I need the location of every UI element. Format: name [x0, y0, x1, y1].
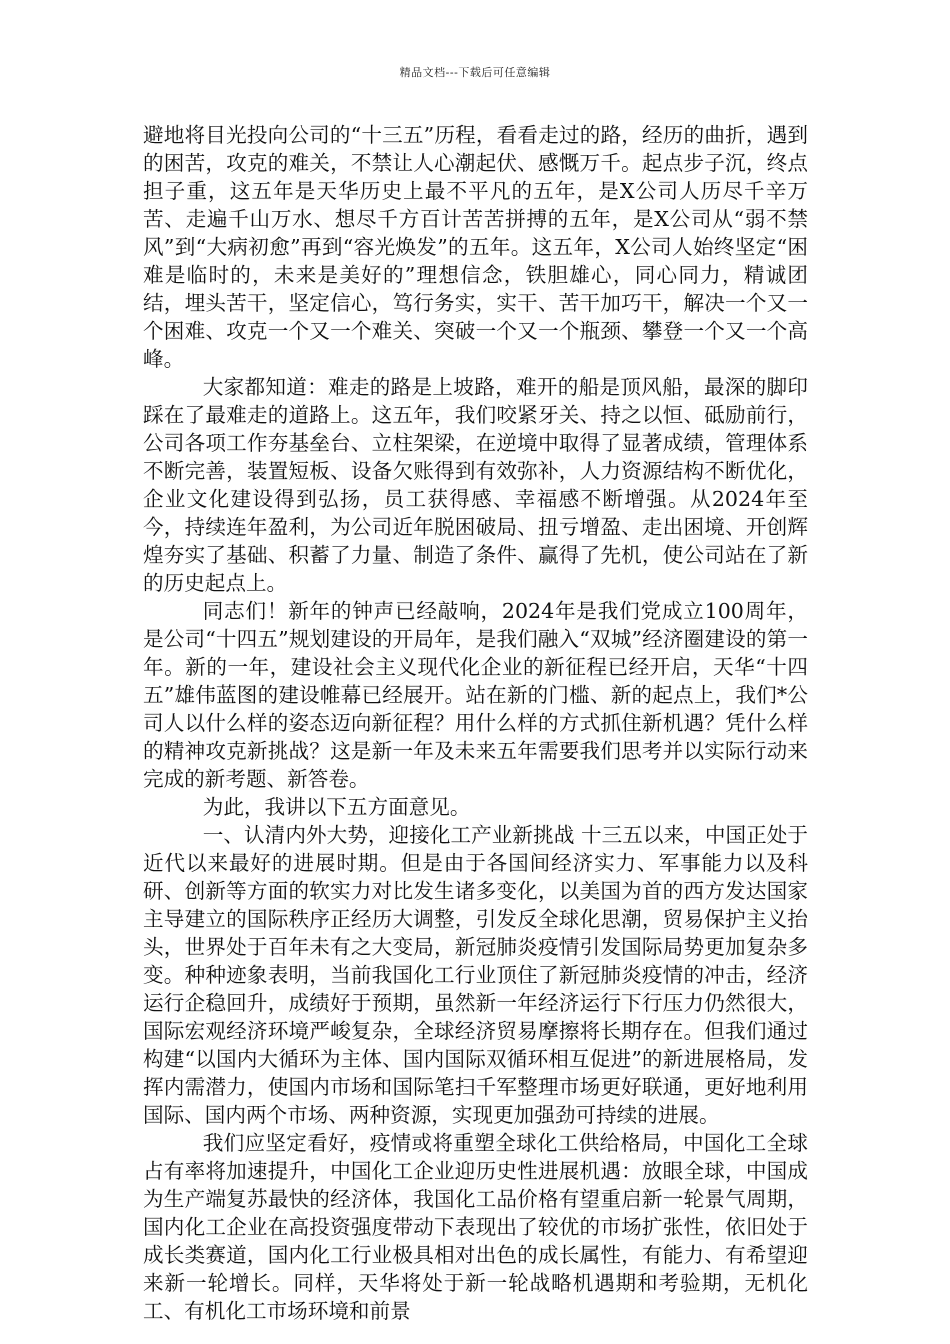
- paragraph-continuation: 避地将目光投向公司的“十三五”历程，看看走过的路，经历的曲折，遇到的困苦，攻克的难关，不禁让人心潮起伏、感慨万千。起点步子沉，终点担子重，这五年是天华历史上最不平凡的五年，是X公司人历尽千辛万苦、走遍千山万水、想尽千方百计苦苦拼搏的五年，是X公司从“弱不禁风”到“大病初愈”再到“容光焕发”的五年。这五年，X公司人始终坚定“困难是临时的，未来是美好的”理想信念，铁胆雄心，同心同力，精诚团结，埋头苦干，坚定信心，笃行务实，实干、苦干加巧干，解决一个又一个困难、攻克一个又一个难关、突破一个又一个瓶颈、攀登一个又一个高峰。: [143, 123, 808, 371]
- paragraph: 大家都知道：难走的路是上坡路，难开的船是顶风船，最深的脚印踩在了最难走的道路上。这五年，我们咬紧牙关、持之以恒、砥励前行，公司各项工作夯基垒台、立柱架梁，在逆境中取得了显著成绩，管理体系不断完善，装置短板、设备欠账得到有效弥补，人力资源结构不断优化，企业文化建设得到弘扬，员工获得感、幸福感不断增强。从2024年至今，持续连年盈利，为公司近年脱困破局、扭亏增盈、走出困境、开创辉煌夯实了基础、积蓄了力量、制造了条件、赢得了先机，使公司站在了新的历史起点上。: [143, 375, 808, 595]
- page-header: 精品文档---下载后可任意编辑: [399, 66, 551, 79]
- paragraph: 我们应坚定看好，疫情或将重塑全球化工供给格局，中国化工全球占有率将加速提升，中国化工企业迎历史性进展机遇：放眼全球，中国成为生产端复苏最快的经济体，我国化工品价格有望重启新一轮景气周期，国内化工企业在高投资强度带动下表现出了较优的市场扩张性，依旧处于成长类赛道，国内化工行业极具相对出色的成长属性，有能力、有希望迎来新一轮增长。同样，天华将处于新一轮战略机遇期和考验期，无机化工、有机化工市场环境和前景: [143, 1131, 808, 1323]
- paragraph: 为此，我讲以下五方面意见。: [202, 795, 471, 819]
- paragraph: 同志们！新年的钟声已经敲响，2024年是我们党成立100周年，是公司“十四五”规划建设的开局年，是我们融入“双城”经济圈建设的第一年。新的一年，建设社会主义现代化企业的新征程已经开启，天华“十四五”雄伟蓝图的建设帷幕已经展开。站在新的门槛、新的起点上，我们*公司人以什么样的姿态迈向新征程？用什么样的方式抓住新机遇？凭什么样的精神攻克新挑战？这是新一年及未来五年需要我们思考并以实际行动来完成的新考题、新答卷。: [143, 599, 808, 791]
- document-body: [143, 121, 808, 1325]
- section-heading-paragraph: 一、认清内外大势，迎接化工产业新挑战 十三五以来，中国正处于近代以来最好的进展时期。但是由于各国间经济实力、军事能力以及科研、创新等方面的软实力对比发生诸多变化，以美国为首的西方发达国家主导建立的国际秩序正经历大调整，引发反全球化思潮，贸易保护主义抬头，世界处于百年未有之大变局，新冠肺炎疫情引发国际局势更加复杂多变。种种迹象表明，当前我国化工行业顶住了新冠肺炎疫情的冲击，经济运行企稳回升，成绩好于预期，虽然新一年经济运行下行压力仍然很大，国际宏观经济环境严峻复杂，全球经济贸易摩擦将长期存在。但我们通过构建“以国内大循环为主体、国内国际双循环相互促进”的新进展格局，发挥内需潜力，使国内市场和国际笔扫千军整理市场更好联通，更好地利用国际、国内两个市场、两种资源，实现更加强劲可持续的进展。: [143, 823, 808, 1127]
